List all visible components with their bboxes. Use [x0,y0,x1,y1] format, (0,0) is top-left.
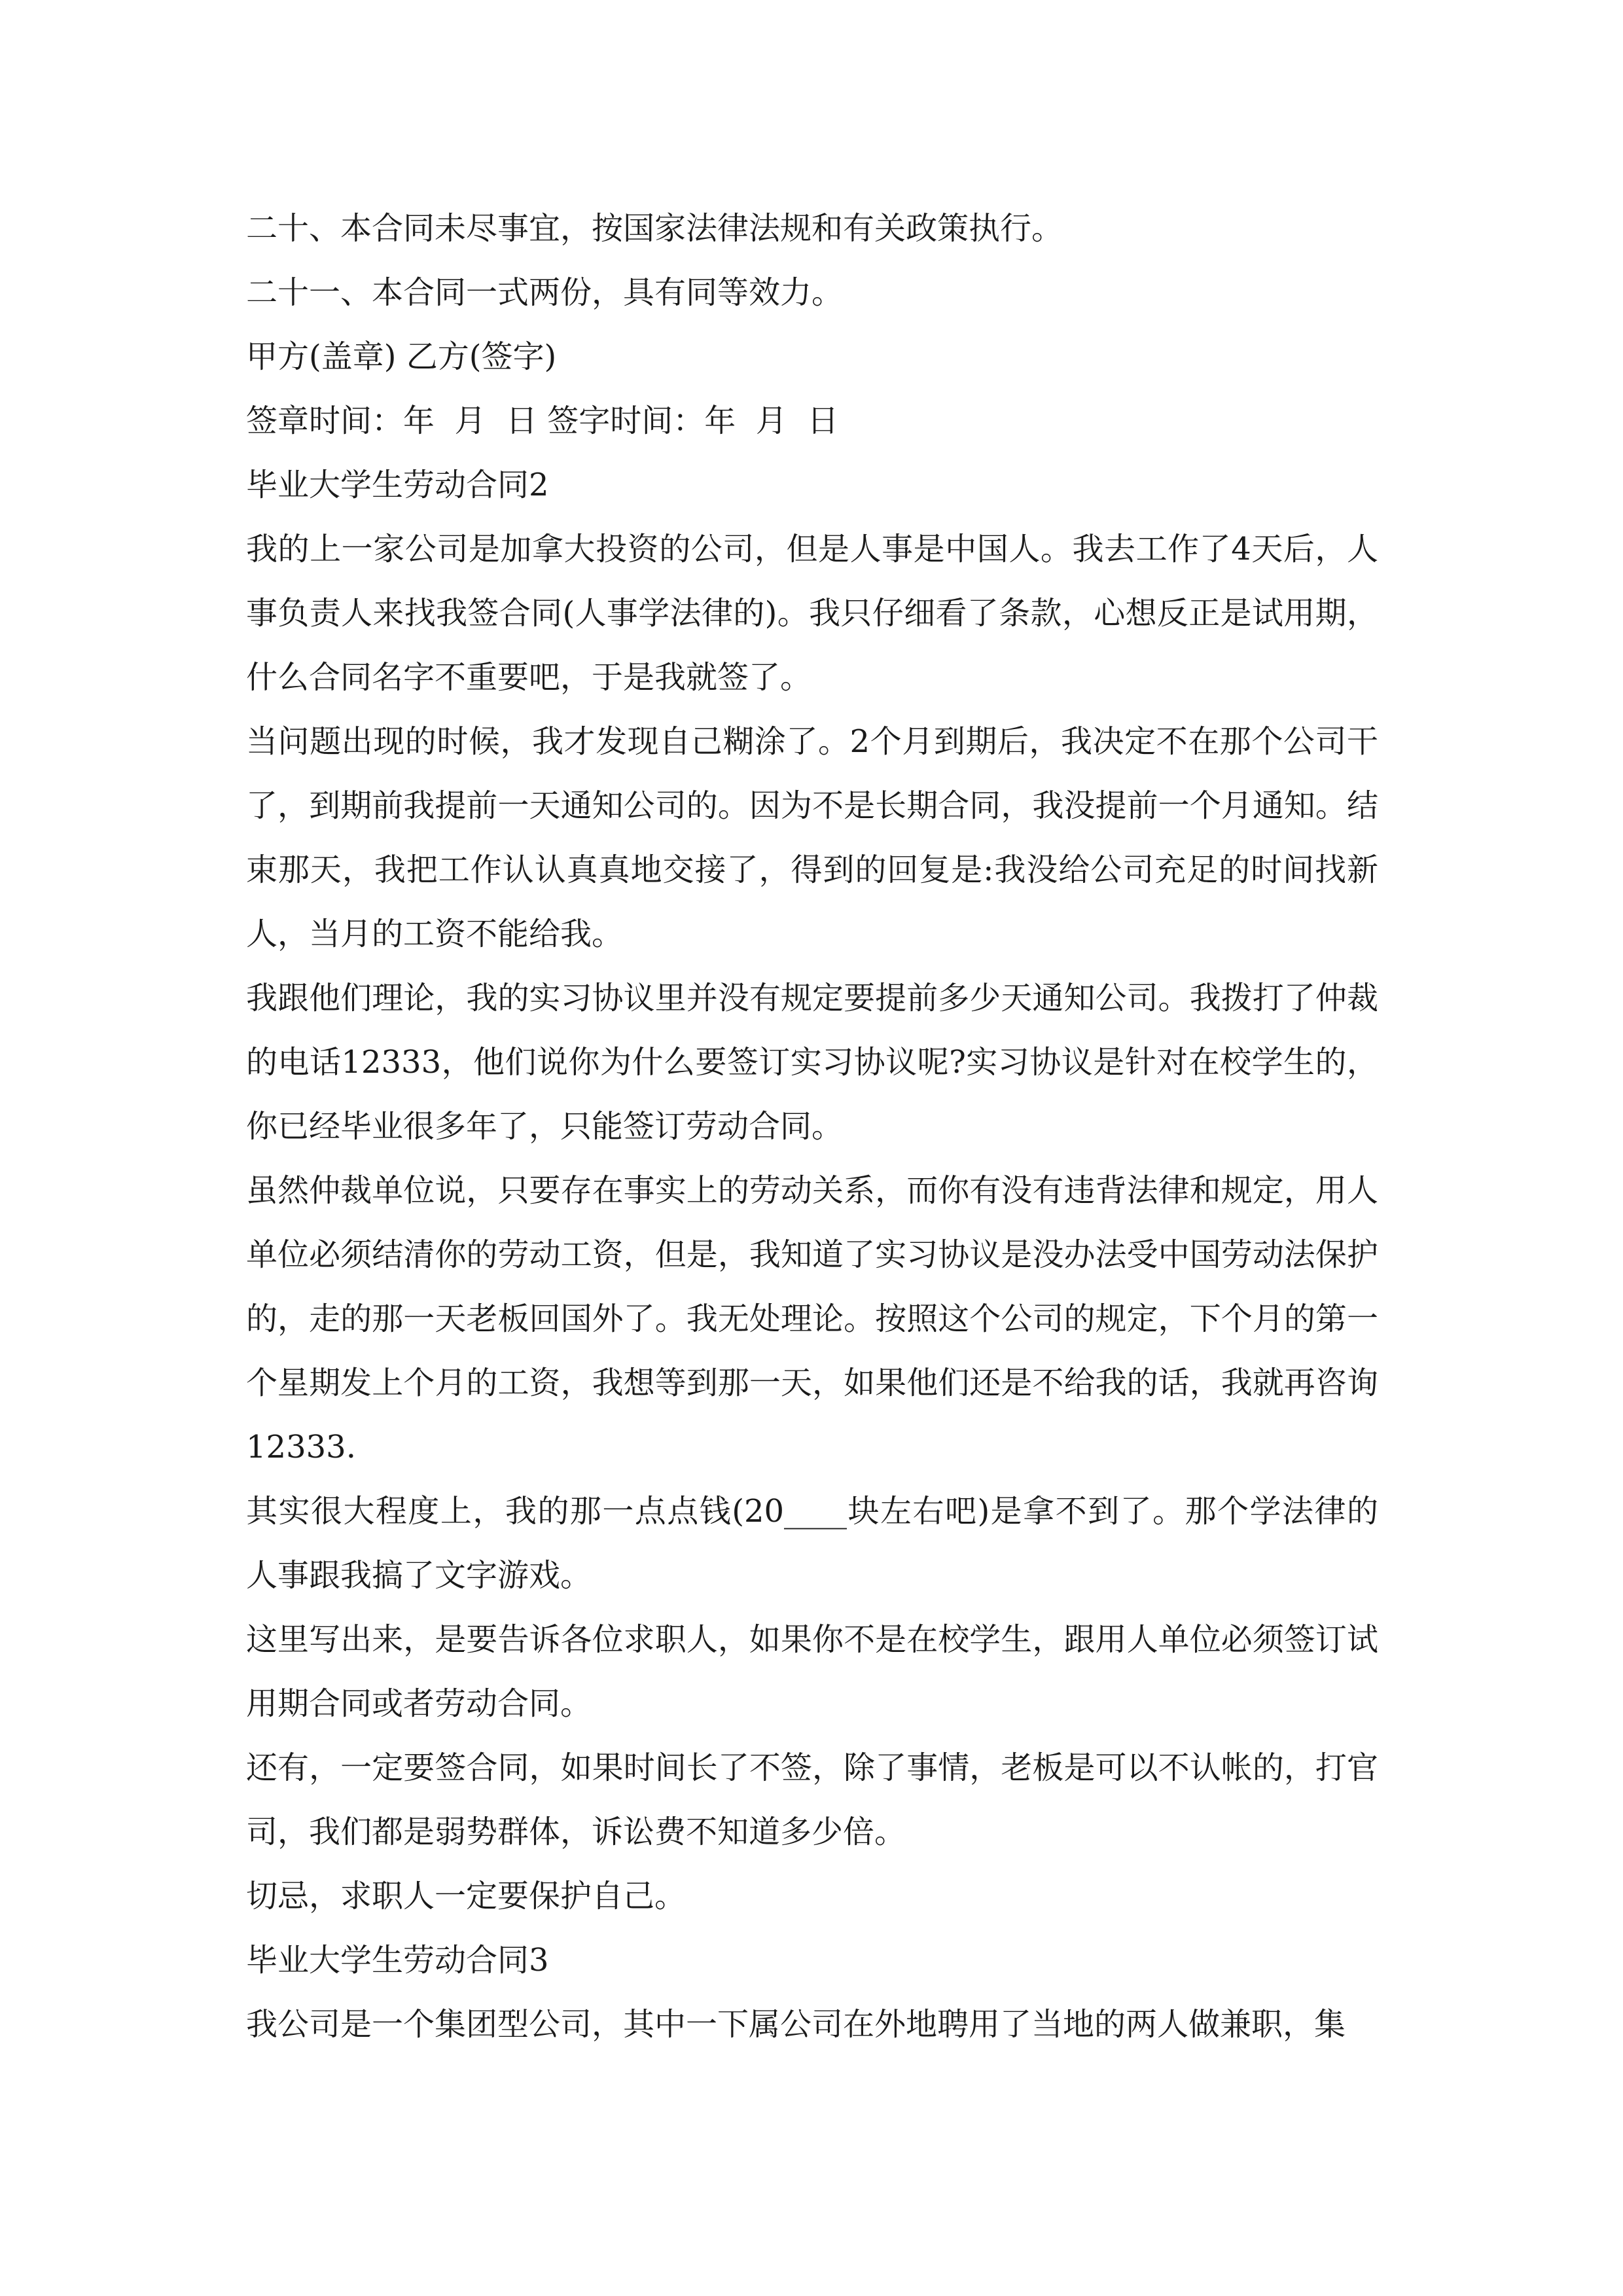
signature-parties: 甲方(盖章) 乙方(签字) [246,338,557,375]
body-paragraph: 我公司是一个集团型公司，其中一下属公司在外地聘用了当地的两人做兼职，集 [246,2006,1346,2043]
section-heading-2: 毕业大学生劳动合同2 [246,467,549,503]
body-paragraph: 当问题出现的时候，我才发现自己糊涂了。2个月到期后，我决定不在那个公司干了，到期前我提前一天通知公司的。因为不是长期合同，我没提前一个月通知。结束那天，我把工作认认真真地交接了，得到的回复是:我没给公司充足的时间找新人，当月的工资不能给我。 [246,723,1378,952]
body-paragraph: 我跟他们理论，我的实习协议里并没有规定要提前多少天通知公司。我拨打了仲裁的电话12333，他们说你为什么要签订实习协议呢?实习协议是针对在校学生的，你已经毕业很多年了，只能签订劳动合同。 [246,980,1378,1145]
body-paragraph: 其实很大程度上，我的那一点点钱(20____块左右吧)是拿不到了。那个学法律的人事跟我搞了文字游戏。 [246,1493,1378,1594]
body-paragraph: 切忌，求职人一定要保护自己。 [246,1878,687,1914]
document-body [246,196,1378,2056]
body-paragraph: 我的上一家公司是加拿大投资的公司，但是人事是中国人。我去工作了4天后，人事负责人来找我签合同(人事学法律的)。我只仔细看了条款，心想反正是试用期，什么合同名字不重要吧，于是我就签了。 [246,531,1378,696]
body-paragraph: 虽然仲裁单位说，只要存在事实上的劳动关系，而你有没有违背法律和规定，用人单位必须结清你的劳动工资，但是，我知道了实习协议是没办法受中国劳动法保护的，走的那一天老板回国外了。我无处理论。按照这个公司的规定，下个月的第一个星期发上个月的工资，我想等到那一天，如果他们还是不给我的话，我就再咨询12333. [246,1172,1378,1465]
clause-20: 二十、本合同未尽事宜，按国家法律法规和有关政策执行。 [246,210,1063,247]
section-heading-3: 毕业大学生劳动合同3 [246,1942,549,1979]
clause-21: 二十一、本合同一式两份，具有同等效力。 [246,274,844,311]
body-paragraph: 还有，一定要签合同，如果时间长了不签，除了事情，老板是可以不认帐的，打官司，我们都是弱势群体，诉讼费不知道多少倍。 [246,1749,1378,1850]
signature-dates: 签章时间：年 月 日 签字时间：年 月 日 [246,403,839,439]
body-paragraph: 这里写出来，是要告诉各位求职人，如果你不是在校学生，跟用人单位必须签订试用期合同或者劳动合同。 [246,1621,1378,1722]
